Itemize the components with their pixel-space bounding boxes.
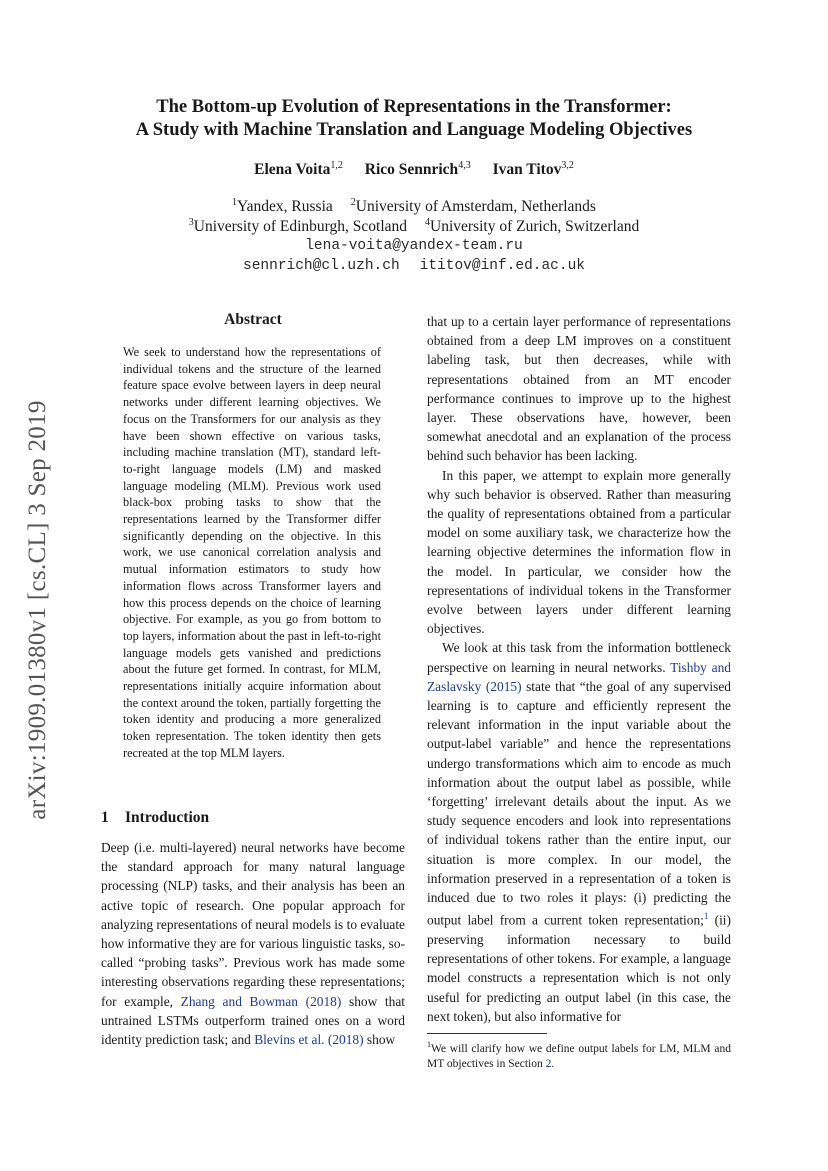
right-column <box>427 312 731 1026</box>
author-list <box>60 160 768 179</box>
paragraph: In this paper, we attempt to explain more generally why such behavior is observed. Rather than measuring the quality of representations obtained from a particular model on some auxiliary task, we characterize how the learning objective determines the information flow in the model. In particular, we consider how the representations of individual tokens in the Transformer evolve between layers under different learning objectives. <box>427 467 731 637</box>
affiliation-line-2 <box>60 217 768 236</box>
citation-year: 2018 <box>310 993 337 1009</box>
paragraph-text: Deep (i.e. multi-layered) neural networks have become the standard approach for many natural language processing (NLP) tasks, and their analysis has been an active topic of research. One popular approach for analyzing representations of neural models is to evaluate how informative they are for various linguistic tasks, so-called “probing tasks”. Previous work has made some interesting observations regarding these representations; for example, <box>101 840 405 1009</box>
footnote-marker[interactable]: 1 <box>703 911 709 922</box>
section-title: Introduction <box>125 809 210 826</box>
footnote-text: We will clarify how we define output labels for LM, MLM and MT objectives in Section <box>427 1042 731 1071</box>
author-name: Rico Sennrich <box>364 161 459 179</box>
section-reference-link[interactable]: 2 <box>545 1058 552 1071</box>
paragraph-text: show that untrained LSTMs outperform trained ones on a word identity prediction task; and <box>101 993 406 1048</box>
citation-authors: Blevins et al. <box>254 1032 325 1048</box>
affil-mark: 4 <box>425 217 431 228</box>
abstract-heading: Abstract <box>224 311 282 328</box>
intro-paragraph-1 <box>101 838 405 1049</box>
title-line-1: The Bottom-up Evolution of Representations in the Transformer: <box>156 97 672 117</box>
arxiv-identifier <box>16 375 56 845</box>
title-line-2: A Study with Machine Translation and Language Modeling Objectives <box>135 120 693 140</box>
author-affil-mark: 4,3 <box>458 160 471 171</box>
section-heading-introduction <box>101 809 209 827</box>
affil-mark: 2 <box>350 197 356 208</box>
section-number: 1 <box>101 809 109 826</box>
paragraph-text: (ii) preserving information necessary to build representations of other tokens. For example, a language model constructs a representation which is not only useful for predicting an output label (in this case, the next token), but also informative for <box>427 912 731 1024</box>
affil-mark: 1 <box>232 197 238 208</box>
paper-title <box>60 96 768 142</box>
author <box>254 161 343 178</box>
email-address[interactable]: sennrich@cl.uzh.ch <box>243 258 400 274</box>
citation-link[interactable]: Blevins et al. (2018) <box>254 1032 364 1048</box>
author-name: Ivan Titov <box>492 161 562 179</box>
citation-link[interactable]: Tishby and Zaslavsky (2015) <box>427 659 731 694</box>
affiliation: University of Amsterdam, Netherlands <box>355 198 596 216</box>
affiliation: University of Zurich, Switzerland <box>430 218 640 236</box>
abstract-body: We seek to understand how the representations of individual tokens and the structure of the learned feature space evolve between layers in deep neural networks under different learning objectives. We focus on the Transformers for our analysis as they have been shown effective on various tasks, including machine translation (MT), standard left-to-right language models (LM) and masked language modeling (MLM). Previous work used black-box probing tasks to show that the representations learned by the Transformer differ significantly depending on the objective. In this work, we use canonical correlation analysis and mutual information estimators to study how information flows across Transformer layers and how this process depends on the choice of learning objective. For example, as you go from bottom to top layers, information about the past in left-to-right language models gets vanished and predictions about the future get formed. In contrast, for MLM, representations initially acquire information about the context around the token, partially forgetting the token identity and producing a more generalized token representation. The token identity then gets recreated at the top MLM layers. <box>123 345 381 760</box>
citation-year: 2018 <box>332 1032 360 1048</box>
footnote-divider <box>427 1033 547 1034</box>
citation-authors: Zhang and Bowman <box>180 993 298 1009</box>
citation-link[interactable]: Zhang and Bowman (2018) <box>180 993 342 1009</box>
affiliation: Yandex, Russia <box>237 198 333 216</box>
author-affil-mark: 1,2 <box>330 160 343 171</box>
author <box>365 161 471 178</box>
affil-mark: 3 <box>188 217 194 228</box>
email-address[interactable]: ititov@inf.ed.ac.uk <box>419 258 585 274</box>
email-line-2 <box>60 258 768 274</box>
footnote-number: 1 <box>427 1040 431 1049</box>
affiliation-line-1 <box>60 197 768 216</box>
paragraph <box>427 638 731 1026</box>
author <box>493 161 574 178</box>
arxiv-id-text: arXiv:1909.01380v1 [cs.CL] 3 Sep 2019 <box>24 400 51 820</box>
citation-year: 2015 <box>490 678 518 694</box>
footnote <box>427 1037 731 1073</box>
paragraph-text: We look at this task from the information bottleneck perspective on learning in neural networks. <box>427 640 731 675</box>
affiliation: University of Edinburgh, Scotland <box>193 218 408 236</box>
author-affil-mark: 3,2 <box>561 160 574 171</box>
paragraph-continued: that up to a certain layer performance of representations obtained from a deep LM improves on a constituent labeling task, but then decreases, while with representations obtained from an MT encoder performance continues to improve up to the highest layer. These observations have, however, been somewhat anecdotal and an explanation of the process behind such behavior has been lacking. <box>427 314 731 464</box>
email-line-1 <box>60 238 768 254</box>
citation-authors: Tishby and Zaslavsky <box>427 659 731 694</box>
paragraph-text: show <box>363 1032 396 1048</box>
footnote-text: . <box>551 1058 555 1071</box>
author-name: Elena Voita <box>254 161 331 179</box>
email-address[interactable]: lena-voita@yandex-team.ru <box>305 238 523 254</box>
paragraph-text: state that “the goal of any supervised learning is to capture and efficiently represent the relevant information in the input variable about the output-label variable” and hence the representations undergo transformations which aim to encode as much information about the output label as possible, while ‘forgetting’ irrelevant details about the input. As we study sequence encoders and look into representations of individual tokens rather than the entire input, our situation is more complex. In our model, the information preserved in a representation of a token is induced due to two roles it plays: (i) predicting the output label from a current token representation; <box>427 678 731 928</box>
